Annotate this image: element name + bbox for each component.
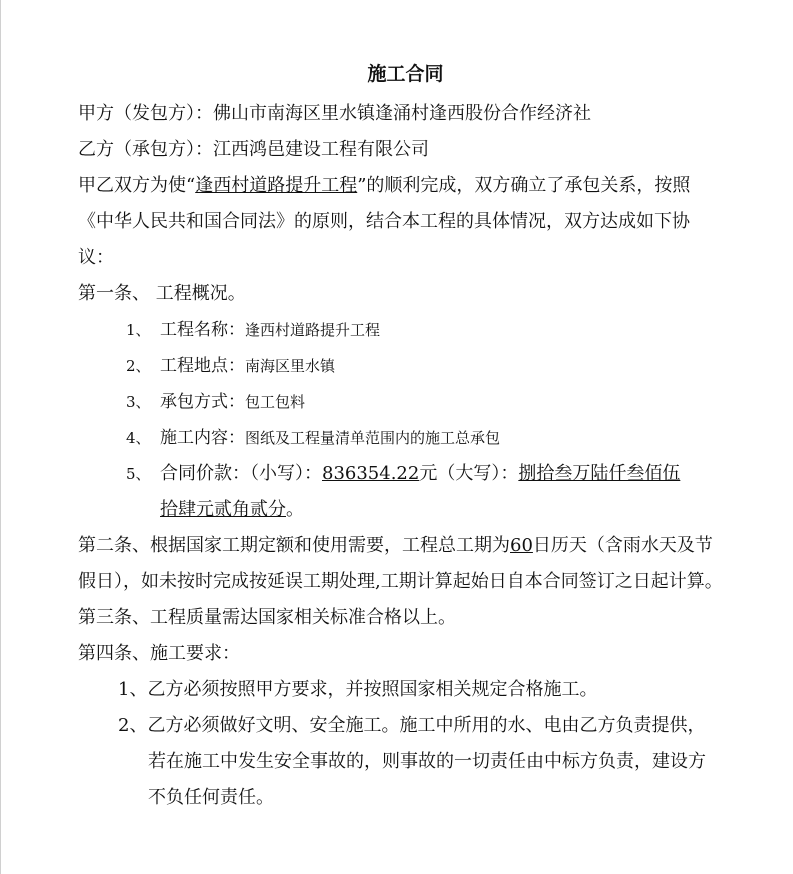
article4-req2-line1: 2、乙方必须做好文明、安全施工。施工中所用的水、电由乙方负责提供， [118, 715, 706, 736]
intro-paragraph [78, 168, 723, 276]
intro-part1: 甲乙双方为使“ [78, 175, 196, 196]
party-b: 乙方（承包方）：江西鸿邑建设工程有限公司 [78, 139, 429, 160]
intro-project-name: 逢西村道路提升工程 [195, 175, 358, 196]
total-duration-days: 60 [510, 535, 533, 556]
article4-req1: 1、乙方必须按照甲方要求，并按照国家相关规定合格施工。 [118, 679, 598, 700]
contract-amount-words-2: 拾肆元贰角贰分 [160, 499, 286, 520]
item-label: 承包方式： [160, 392, 245, 412]
item-value: 南海区里水镇 [245, 357, 336, 375]
article2-part1: 第二条、根据国家工期定额和使用需要，工程总工期为 [78, 535, 510, 556]
item5-line1 [126, 456, 723, 492]
document-title: 施工合同 [367, 63, 444, 85]
item5-label: 合同价款：（小写）： [160, 463, 322, 484]
item-number: 4、 [126, 429, 151, 447]
article3: 第三条、工程质量需达国家相关标准合格以上。 [78, 607, 456, 628]
contract-amount: 836354.22 [322, 463, 420, 484]
item-number: 2、 [126, 357, 151, 375]
item-number: 1、 [126, 321, 151, 339]
item5-line2 [126, 492, 723, 528]
article4-req2-line2: 若在施工中发生安全事故的，则事故的一切责任由中标方负责，建设方 [148, 751, 706, 772]
page-edge-line [0, 0, 1, 874]
article1-heading: 第一条、 工程概况。 [78, 283, 246, 304]
contract-amount-words-1: 捌拾叁万陆仟叁佰伍 [518, 463, 681, 484]
item-number: 3、 [126, 393, 151, 411]
item-value: 包工包料 [245, 393, 306, 411]
article1-item-1 [78, 312, 723, 348]
item-number: 5、 [126, 465, 151, 483]
item-label: 工程名称： [160, 320, 245, 340]
article1-item-2 [78, 348, 723, 384]
article1-item-3 [78, 384, 723, 420]
item-value: 图纸及工程量清单范围内的施工总承包 [245, 429, 501, 447]
article1-item-5 [78, 456, 723, 528]
article1-item-4 [78, 420, 723, 456]
item-label: 施工内容： [160, 428, 245, 448]
article4-heading: 第四条、施工要求： [78, 643, 240, 664]
item5-mid: 元（大写）： [419, 463, 519, 484]
item-value: 逢西村道路提升工程 [245, 321, 381, 339]
article4-req2-line3: 不负任何责任。 [148, 787, 274, 808]
item-label: 工程地点： [160, 356, 245, 376]
article2-part2: 日历天（含雨水天及节假日），如未按时完成按延误工期处理,工期计算起始日自本合同签订之日起计算。 [78, 535, 723, 592]
intro-part2: ”的顺利完成，双方确立了承包关系，按照《中华人民共和国合同法》的原则，结合本工程的具体情况，双方达成如下协议： [78, 175, 691, 268]
article2-paragraph [78, 528, 723, 600]
item5-end: 。 [286, 499, 304, 520]
party-a: 甲方（发包方）：佛山市南海区里水镇逢涌村逢西股份合作经济社 [78, 103, 591, 124]
